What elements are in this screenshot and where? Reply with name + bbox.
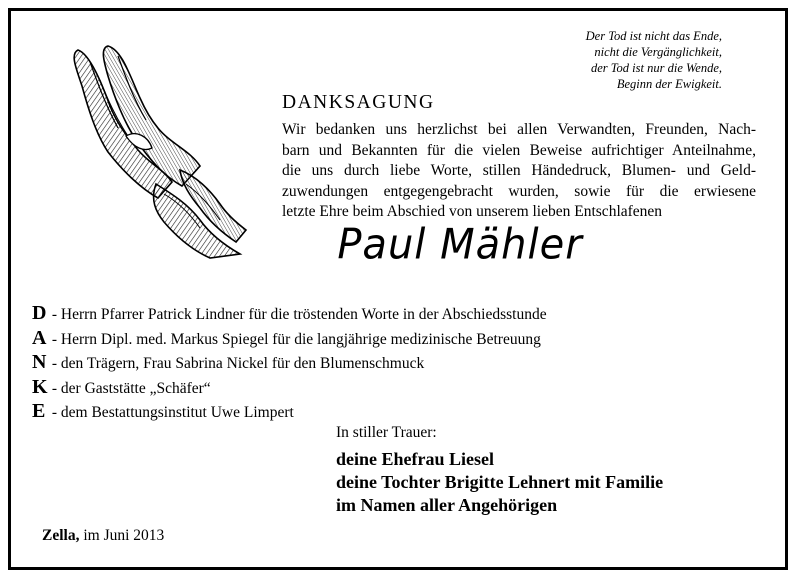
danke-letter: A [32, 326, 47, 349]
danke-list [32, 302, 547, 425]
family-signatures [336, 448, 663, 517]
danke-row [32, 400, 547, 425]
deceased-name-text: Paul Mähler [337, 220, 583, 270]
paragraph-line: barn und Bekannten für die vielen Beweise aufrichtiger Anteilnahme, [282, 141, 756, 159]
danke-text: - Herrn Pfarrer Patrick Lindner für die tröstenden Worte in der Abschiedsstunde [48, 306, 547, 323]
danke-letter: K [32, 375, 48, 398]
paragraph-line: letzte Ehre beim Abschied von unserem lieben Entschlafenen [282, 203, 663, 220]
place: Zella, [42, 527, 80, 544]
heading: DANKSAGUNG [282, 92, 435, 113]
danke-row [32, 302, 547, 327]
paragraph-line: Wir bedanken uns herzlichst bei allen Verwandten, Freunden, Nach- [282, 121, 756, 138]
thank-you-paragraph [282, 120, 756, 223]
deceased-name [0, 221, 800, 269]
quote-line: der Tod ist nur die Wende, [590, 61, 722, 75]
danke-text: - der Gaststätte „Schäfer“ [48, 379, 211, 397]
danke-text: - dem Bestattungsinstitut Uwe Limpert [48, 404, 294, 421]
date: im Juni 2013 [79, 527, 165, 544]
quote [462, 28, 722, 92]
danke-letter: D [32, 302, 47, 324]
quote-line: Der Tod ist nicht das Ende, [585, 29, 722, 43]
quote-line: nicht die Vergänglichkeit, [594, 45, 722, 59]
danke-text: - den Trägern, Frau Sabrina Nickel für den Blumenschmuck [48, 355, 425, 372]
danke-text: - Herrn Dipl. med. Markus Spiegel für die langjährige medizinische Betreuung [48, 330, 541, 348]
danke-row [32, 351, 547, 376]
danke-row [32, 376, 547, 401]
paragraph-line: die uns durch liebe Worte, stillen Händedruck, Blumen- und Geld- [282, 162, 756, 179]
danke-letter: N [32, 351, 47, 373]
family-line: deine Ehefrau Liesel [336, 449, 494, 469]
quote-line: Beginn der Ewigkeit. [616, 77, 722, 91]
mourning-label: In stiller Trauer: [336, 424, 437, 441]
danke-letter: E [32, 400, 46, 422]
place-date [42, 527, 164, 545]
danke-row [32, 327, 547, 352]
family-line: im Namen aller Angehörigen [336, 495, 558, 515]
family-line: deine Tochter Brigitte Lehnert mit Familie [336, 472, 664, 492]
paragraph-line: zuwendungen entgegengebracht wurden, sowie für die erwiesene [282, 182, 756, 200]
